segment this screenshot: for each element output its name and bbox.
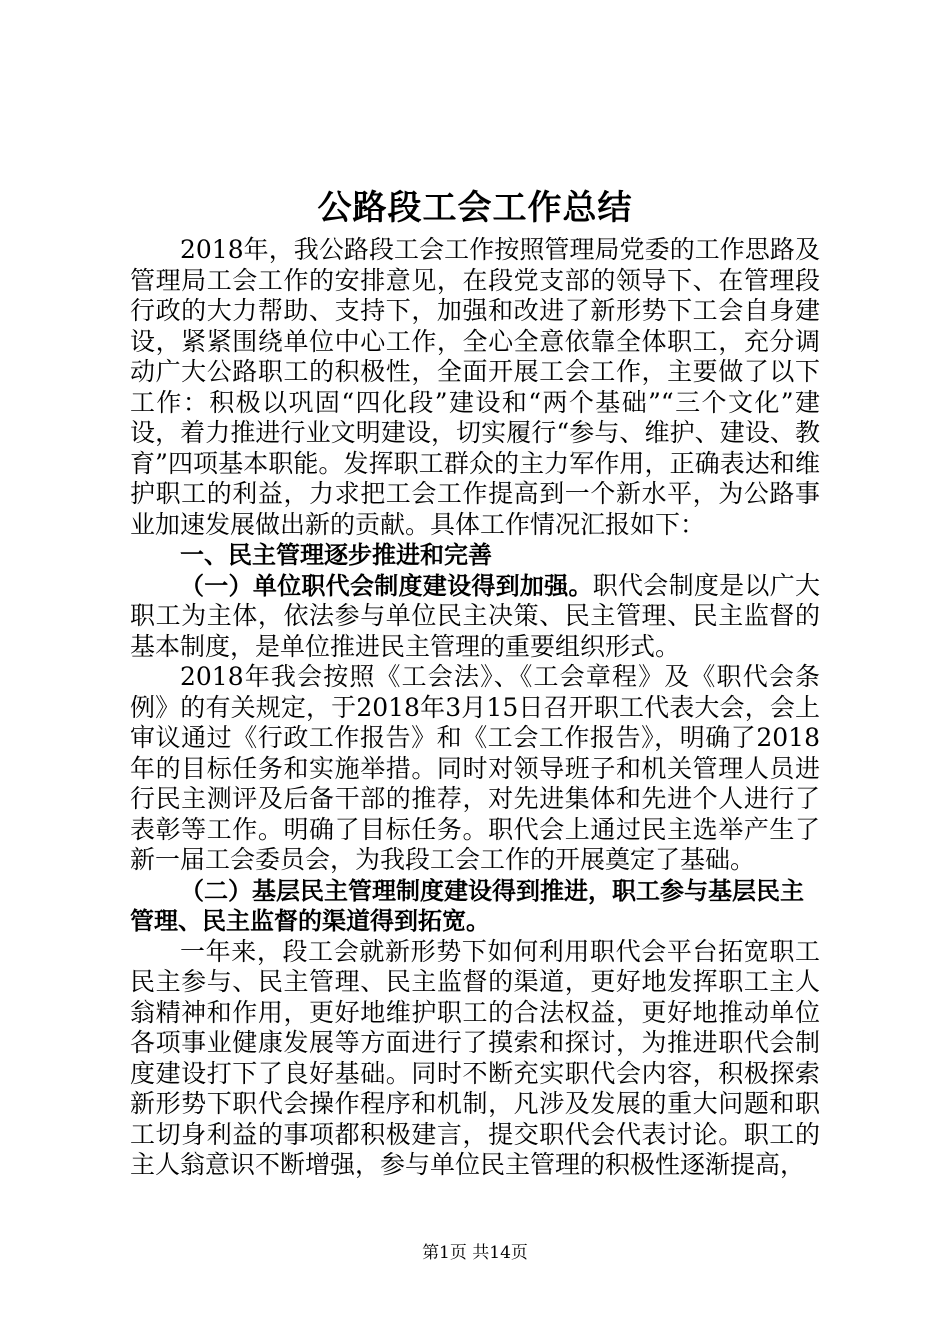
page-footer: 第1页 共14页 xyxy=(422,1243,528,1263)
intro-paragraph: 2018年，我公路段工会工作按照管理局党委的工作思路及管理局工会工作的安排意见，在段党支部的领导下、在管理段行政的大力帮助、支持下，加强和改进了新形势下工会自身建设，紧紧围绕单位中心工作，全心全意依靠全体职工，充分调动广大公路职工的积极性，全面开展工会工作，主要做了以下工作：积极以巩固“四化段”建设和“两个基础”“三个文化”建设，着力推进行业文明建设，切实履行“参与、维护、建设、教育”四项基本职能。发挥职工群众的主力军作用，正确表达和维护职工的利益，力求把工会工作提高到一个新水平，为公路事业加速发展做出新的贡献。具体工作情况汇报如下： xyxy=(130,235,820,539)
subsection-1-text: 职代会制度是以广大职工为主体，依法参与单位民主决策、民主管理、民主监督的基本制度，是单位推进民主管理的重要组织形式。 xyxy=(130,570,820,661)
year-review-paragraph: 一年来，段工会就新形势下如何利用职代会平台拓宽职工民主参与、民主管理、民主监督的渠道，更好地发挥职工主人翁精神和作用，更好地维护职工的合法权益，更好地推动单位各项事业健康发展等方面进行了摸索和探讨，为推进职代会制度建设打下了良好基础。同时不断充实职代会内容，积极探索新形势下职代会操作程序和机制，凡涉及发展的重大问题和职工切身利益的事项都积极建言，提交职代会代表讨论。职工的主人翁意识不断增强，参与单位民主管理的积极性逐渐提高， xyxy=(130,936,820,1179)
congress-paragraph: 2018年我会按照《工会法》、《工会章程》及《职代会条例》的有关规定，于2018年3月15日召开职工代表大会，会上审议通过《行政工作报告》和《工会工作报告》，明确了2018年的目标任务和实施举措。同时对领导班子和机关管理人员进行民主测评及后备干部的推荐，对先进集体和先进个人进行了表彰等工作。明确了目标任务。职代会上通过民主选举产生了新一届工会委员会，为我段工会工作的开展奠定了基础。 xyxy=(130,662,820,874)
subsection-2-heading: （二）基层民主管理制度建设得到推进，职工参与基层民主管理、民主监督的渠道得到拓宽。 xyxy=(130,876,804,935)
subsection-1-heading: （一）单位职代会制度建设得到加强。 xyxy=(180,571,593,600)
subsection-1-paragraph xyxy=(130,571,820,663)
document-body xyxy=(130,235,820,1181)
document-title: 公路段工会工作总结 xyxy=(317,188,633,228)
section-heading-1: 一、民主管理逐步推进和完善 xyxy=(180,541,492,569)
